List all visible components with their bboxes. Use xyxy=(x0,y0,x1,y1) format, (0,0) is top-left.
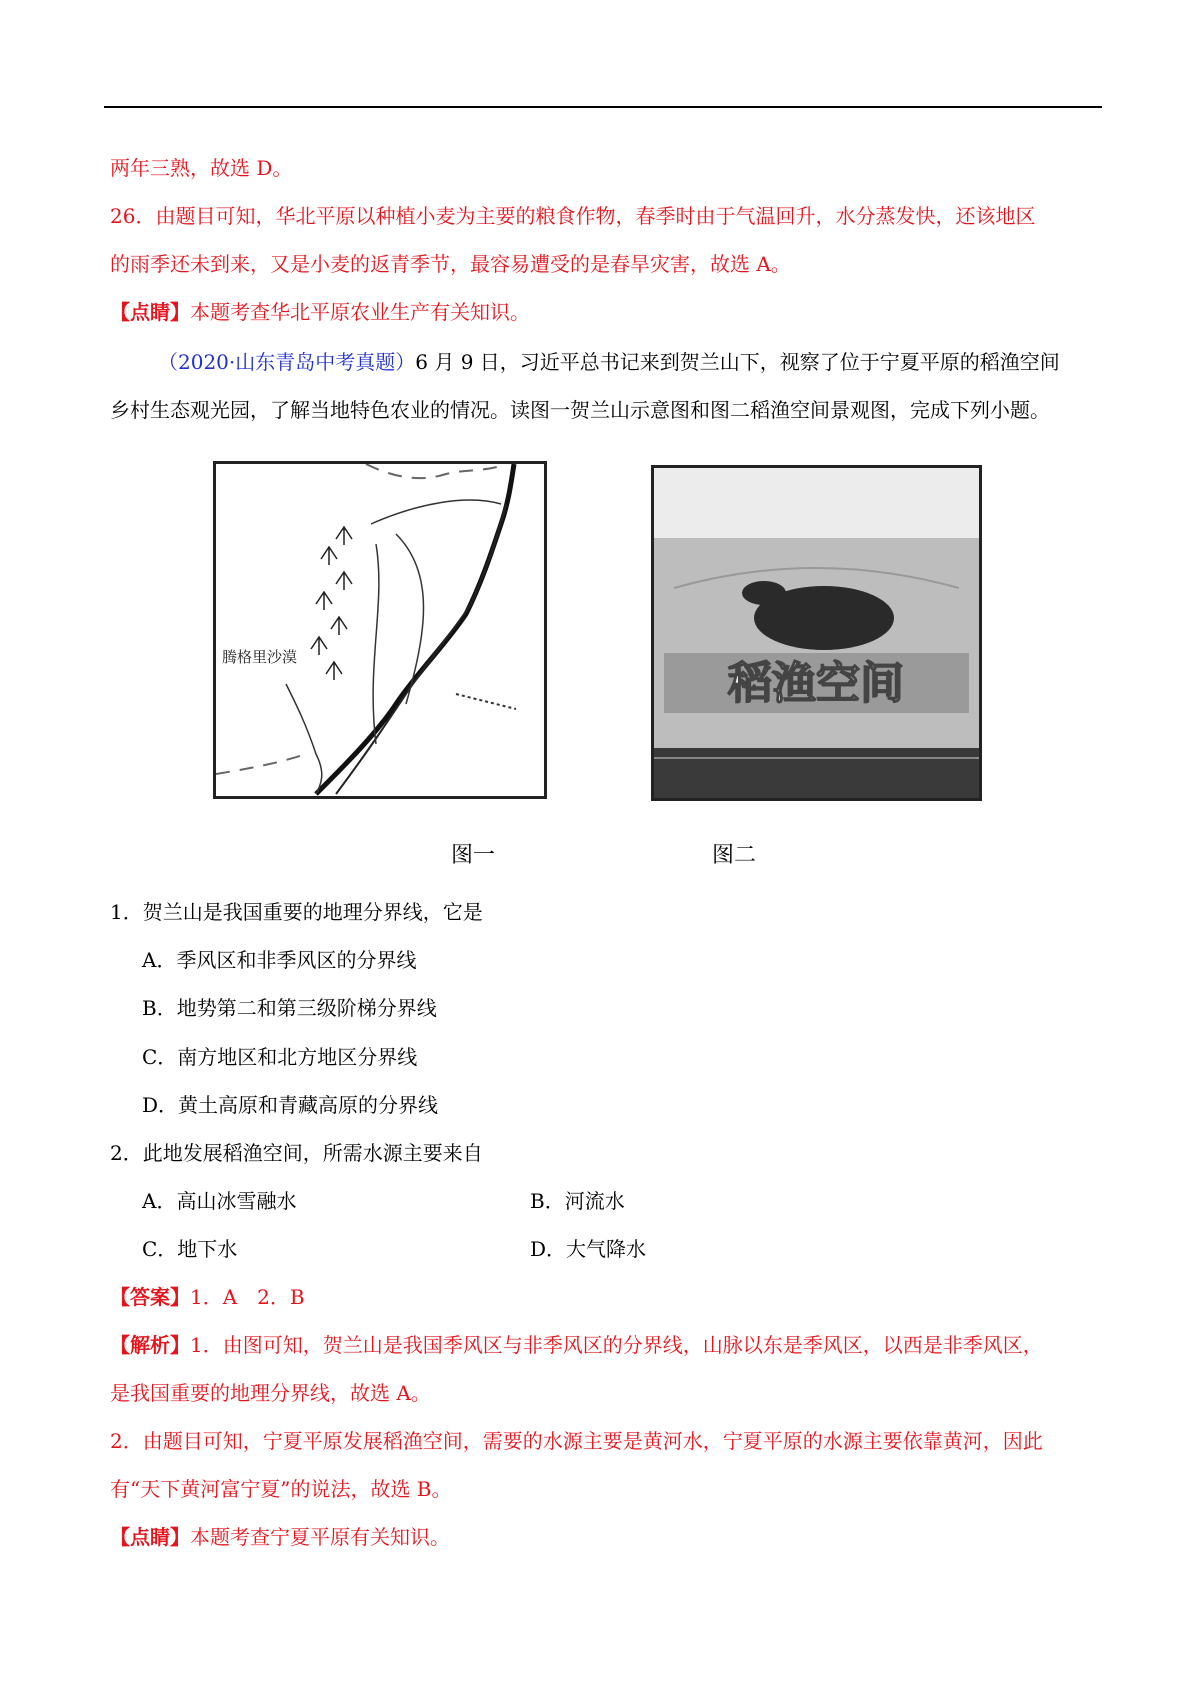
boundary-bottom xyxy=(216,754,306,774)
q1-stem: 1．贺兰山是我国重要的地理分界线，它是 xyxy=(110,900,483,924)
analysis-line3: 2．由题目可知，宁夏平原发展稻渔空间，需要的水源主要是黄河水，宁夏平原的水源主要依靠黄河，因此 xyxy=(110,1429,1043,1453)
intro-text-1: 6 月 9 日，习近平总书记来到贺兰山下，视察了位于宁夏平原的稻渔空间 xyxy=(415,350,1060,374)
figure-1-caption: 图一 xyxy=(451,843,496,868)
dianjing2-tag: 【点睛】 xyxy=(110,1525,190,1549)
analysis-line2: 是我国重要的地理分界线，故选 A。 xyxy=(110,1381,431,1405)
q2-stem: 2．此地发展稻渔空间，所需水源主要来自 xyxy=(110,1141,483,1165)
dianjing-text: 本题考查华北平原农业生产有关知识。 xyxy=(190,300,530,324)
q2-option-a[interactable]: A．高山冰雪融水 xyxy=(142,1189,297,1213)
q26-solution-line2: 的雨季还未到来，又是小麦的返青季节，最容易遭受的是春旱灾害，故选 A。 xyxy=(110,252,791,276)
analysis-line4: 有“天下黄河富宁夏”的说法，故选 B。 xyxy=(110,1477,452,1501)
q1-option-a[interactable]: A．季风区和非季风区的分界线 xyxy=(142,948,417,972)
analysis-text-1: 1．由图可知，贺兰山是我国季风区与非季风区的分界线，山脉以东是季风区，以西是非季风区， xyxy=(190,1333,1043,1357)
field-art-text: 稻渔空间 xyxy=(728,658,904,709)
dianjing-paragraph-2 xyxy=(110,1523,450,1551)
q2-option-c[interactable]: C．地下水 xyxy=(142,1237,238,1261)
analysis-line1 xyxy=(110,1331,1043,1359)
q1-option-c[interactable]: C．南方地区和北方地区分界线 xyxy=(142,1045,418,1069)
sky-area xyxy=(654,468,979,538)
desert-label: 腾格里沙漠 xyxy=(222,648,298,666)
header-rule xyxy=(104,106,1102,108)
q2-option-b[interactable]: B．河流水 xyxy=(530,1189,625,1213)
boundary-top xyxy=(366,464,506,478)
q2-option-d[interactable]: D．大气降水 xyxy=(530,1237,647,1261)
dianjing-paragraph-1 xyxy=(110,298,530,326)
helan-map-graphic xyxy=(216,464,544,796)
dianjing2-text: 本题考查宁夏平原有关知识。 xyxy=(190,1525,450,1549)
dianjing-tag: 【点睛】 xyxy=(110,300,190,324)
desert-edge xyxy=(286,684,322,794)
answer-tag: 【答案】 xyxy=(110,1285,190,1309)
q1-option-b[interactable]: B．地势第二和第三级阶梯分界线 xyxy=(142,996,437,1020)
mountain-ridge xyxy=(316,464,514,794)
rice-fish-landscape xyxy=(654,468,979,798)
question-intro-line2: 乡村生态观光园，了解当地特色农业的情况。读图一贺兰山示意图和图二稻渔空间景观图，完成下列小题。 xyxy=(110,398,1050,422)
question-intro-line1 xyxy=(158,348,1060,376)
answer-line xyxy=(110,1283,305,1311)
answer-text: 1．A 2．B xyxy=(190,1285,305,1309)
great-wall xyxy=(456,694,516,709)
foreground-rail xyxy=(654,748,979,798)
q1-option-d[interactable]: D．黄土高原和青藏高原的分界线 xyxy=(142,1093,439,1117)
analysis-tag: 【解析】 xyxy=(110,1333,190,1357)
q26-solution-line1: 26．由题目可知，华北平原以种植小麦为主要的粮食作物，春季时由于气温回升，水分蒸发快，还该地区 xyxy=(110,204,1036,228)
figure-2-photo xyxy=(651,465,982,801)
figure-1-map xyxy=(213,461,547,799)
mountain-symbols xyxy=(311,527,352,680)
prev-solution-end: 两年三熟，故选 D。 xyxy=(110,156,293,180)
question-source: （2020·山东青岛中考真题） xyxy=(158,350,416,374)
figure-2-caption: 图二 xyxy=(712,843,757,868)
irrigation-channels xyxy=(371,500,501,744)
